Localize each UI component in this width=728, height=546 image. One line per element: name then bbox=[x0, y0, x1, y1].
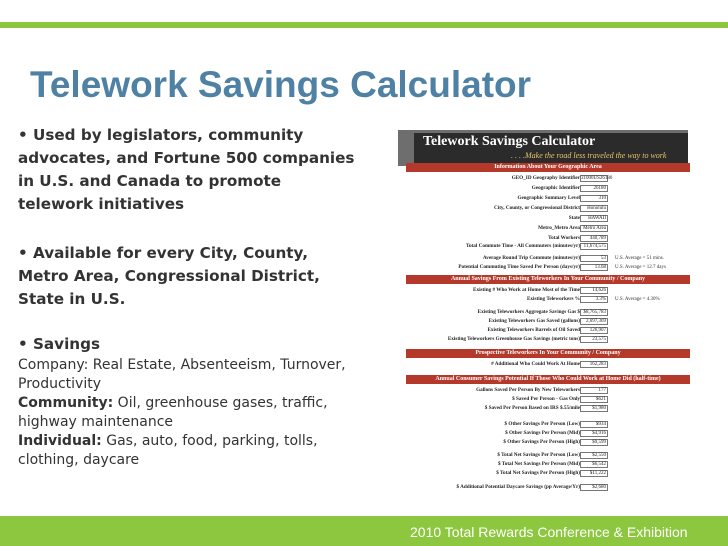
calculator-row-label: $ Saved Per Person - Gas Only bbox=[512, 396, 580, 402]
calculator-row-value: 31000US26180 bbox=[581, 176, 613, 181]
calculator-row-note: U.S. Average = 51 mins. bbox=[615, 256, 664, 261]
calculator-row bbox=[406, 335, 690, 344]
calculator-row bbox=[406, 483, 690, 492]
calculator-row-label: City, County, or Congressional District bbox=[494, 205, 580, 211]
calculator-row bbox=[406, 224, 690, 233]
calculator-row-value: 11,674,575 bbox=[580, 243, 608, 250]
calculator-row-label: Existing Teleworkers Greenhouse Gas Savings (metric tons) bbox=[447, 336, 580, 342]
calculator-row-label: Existing Teleworkers Aggregate Savings Gas $ bbox=[477, 309, 580, 315]
top-bar bbox=[0, 0, 728, 22]
bullet-line: advocates, and Fortune 500 companies bbox=[18, 149, 355, 167]
calculator-row bbox=[406, 254, 690, 263]
calculator-row-value: $9,599 bbox=[580, 439, 608, 446]
calculator-row bbox=[406, 386, 690, 395]
calculator-row bbox=[406, 438, 690, 447]
calculator-row-label: Geographic Identifier bbox=[531, 185, 580, 191]
calculator-row-label: Metro_Metro Area bbox=[538, 225, 580, 231]
calculator-row-label: $ Saved Per Person Based on IRS $.55/mile bbox=[484, 405, 580, 411]
calculator-row-value: $621 bbox=[580, 396, 608, 403]
calculator-row bbox=[406, 286, 690, 295]
calculator-row bbox=[406, 184, 690, 193]
calculator-row-label: Existing Teleworkers Gas Saved (gallons) bbox=[488, 318, 580, 324]
calculator-row-label: Potential Commuting Time Saved Per Person (days/yr) bbox=[458, 264, 580, 270]
calculator-row-value: $1,980 bbox=[580, 405, 608, 412]
calculator-row-label: Existing Teleworkers Barrels of Oil Saved bbox=[487, 327, 580, 333]
bullet-legislators bbox=[18, 124, 378, 216]
calculator-row-value: $934 bbox=[580, 421, 608, 428]
calculator-row bbox=[406, 204, 690, 213]
calculator-section-header: Information About Your Geographic Area bbox=[406, 163, 690, 172]
calculator-row-value: $2,680 bbox=[580, 484, 608, 491]
calculator-row-value: 126,907 bbox=[580, 327, 608, 334]
slide-title: Telework Savings Calculator bbox=[30, 64, 532, 105]
calculator-header bbox=[398, 130, 688, 166]
bullet-line: State in U.S. bbox=[18, 290, 126, 308]
calculator-row-value: 13.68 bbox=[580, 264, 608, 271]
calculator-row-label: Total Commute Time - All Commuters (minutes/yr) bbox=[465, 243, 580, 249]
bullet-list bbox=[18, 124, 378, 470]
calculator-row-label: $ Other Savings Per Person (High) bbox=[503, 439, 580, 445]
calculator-section-header: Annual Savings From Existing Teleworkers In Your Community / Company bbox=[406, 275, 690, 284]
bullet-available bbox=[18, 242, 378, 311]
calculator-row-value: 23,575 bbox=[580, 336, 608, 343]
savings-line: Productivity bbox=[18, 376, 101, 392]
calculator-tagline: . . . .Make the road less traveled the way to work bbox=[511, 151, 667, 160]
bullet-line: telework initiatives bbox=[18, 195, 185, 213]
calculator-row bbox=[406, 404, 690, 413]
calculator-row bbox=[406, 451, 690, 460]
calculator-row bbox=[406, 214, 690, 223]
calculator-row-value: 26180 bbox=[580, 185, 608, 192]
calculator-row-value: $11,222 bbox=[580, 470, 608, 477]
calculator-row-value: 53 bbox=[580, 255, 608, 262]
calculator-row-label: $ Additional Potential Daycare Savings (pp Average/Yr) bbox=[456, 484, 580, 490]
calculator-row-value: 177 bbox=[580, 387, 608, 394]
calculator-row-label: GEO_ID Geography Identifier bbox=[511, 175, 580, 181]
savings-line: Community: Oil, greenhouse gases, traffic, bbox=[18, 395, 328, 411]
calculator-row-label: State bbox=[568, 215, 580, 221]
calculator-row bbox=[406, 295, 690, 304]
calculator-row-value: 14,626 bbox=[580, 287, 608, 294]
calculator-row-label: $ Other Savings Per Person (Mid) bbox=[505, 430, 580, 436]
calculator-title: Telework Savings Calculator bbox=[423, 134, 596, 149]
calculator-row-label: Existing Teleworkers % bbox=[526, 296, 580, 302]
calculator-screenshot bbox=[398, 130, 688, 500]
top-accent-rule bbox=[0, 22, 728, 28]
calculator-row bbox=[406, 429, 690, 438]
calculator-row-label: Gallons Saved Per Person By New Teleworkers bbox=[476, 387, 580, 393]
calculator-row bbox=[406, 420, 690, 429]
calculator-row-value: 440,789 bbox=[580, 235, 608, 242]
savings-line: Individual: Gas, auto, food, parking, tolls, bbox=[18, 433, 318, 449]
savings-line: highway maintenance bbox=[18, 414, 174, 430]
calculator-row-label: $ Total Net Savings Per Person (Mid) bbox=[497, 461, 580, 467]
calculator-row-label: # Additional Who Could Work At Home bbox=[491, 361, 580, 367]
calculator-row-value: Metro Area bbox=[580, 225, 608, 232]
savings-line: clothing, daycare bbox=[18, 452, 140, 468]
calculator-row bbox=[406, 308, 690, 317]
calculator-row-note: U.S. Average = 4.30% bbox=[615, 297, 660, 302]
calculator-row-value: 162,283 bbox=[580, 361, 608, 368]
calculator-row-label: $ Total Net Savings Per Person (Low) bbox=[497, 452, 580, 458]
calculator-row-value: $4,916 bbox=[580, 430, 608, 437]
calculator-row bbox=[406, 263, 690, 272]
calculator-row bbox=[406, 326, 690, 335]
calculator-section-header: Prospective Teleworkers In Your Community / Company bbox=[406, 349, 690, 358]
calculator-row bbox=[406, 395, 690, 404]
calculator-row-label: $ Total Net Savings Per Person (High) bbox=[496, 470, 580, 476]
calculator-row-label: Total Workers bbox=[548, 235, 580, 241]
calculator-row-value: 2,697,369 bbox=[580, 318, 608, 325]
calculator-row bbox=[406, 242, 690, 251]
calculator-row-value: Honolulu bbox=[580, 205, 608, 212]
bullet-line: • Available for every City, County, bbox=[18, 244, 309, 262]
calculator-row bbox=[406, 174, 690, 183]
calculator-row bbox=[406, 469, 690, 478]
calculator-row-label: $ Other Savings Per Person (Low) bbox=[504, 421, 580, 427]
calculator-row-value: $2,550 bbox=[580, 452, 608, 459]
calculator-row-label: Average Round Trip Commute (minutes/yr) bbox=[482, 255, 580, 261]
bullet-line: in U.S. and Canada to promote bbox=[18, 172, 282, 190]
calculator-row-value: 310 bbox=[580, 195, 608, 202]
calculator-row-value: $8,765,783 bbox=[580, 309, 608, 316]
bullet-heading: • Savings bbox=[18, 335, 101, 353]
calculator-row-label: Existing # Who Work at Home Most of the Time bbox=[473, 287, 580, 293]
calculator-row bbox=[406, 317, 690, 326]
calculator-row bbox=[406, 194, 690, 203]
calculator-section-header: Annual Consumer Savings Potential If Those Who Could Work at Home Did (half-time) bbox=[406, 375, 690, 384]
calculator-row bbox=[406, 360, 690, 369]
bullet-savings bbox=[18, 333, 378, 470]
calculator-row-value: HAWAII bbox=[580, 215, 608, 222]
calculator-row bbox=[406, 460, 690, 469]
calculator-row-label: Geographic Summary Level bbox=[517, 195, 580, 201]
bullet-line: Metro Area, Congressional District, bbox=[18, 267, 320, 285]
calculator-row-value: 3.3% bbox=[580, 296, 608, 303]
savings-line: Company: Real Estate, Absenteeism, Turnover, bbox=[18, 357, 346, 373]
bullet-line: • Used by legislators, community bbox=[18, 126, 304, 144]
calculator-row-value: $6,542 bbox=[580, 461, 608, 468]
footer-text: 2010 Total Rewards Conference & Exhibition bbox=[410, 524, 688, 540]
calculator-row-note: U.S. Average = 12.7 days bbox=[615, 265, 666, 270]
